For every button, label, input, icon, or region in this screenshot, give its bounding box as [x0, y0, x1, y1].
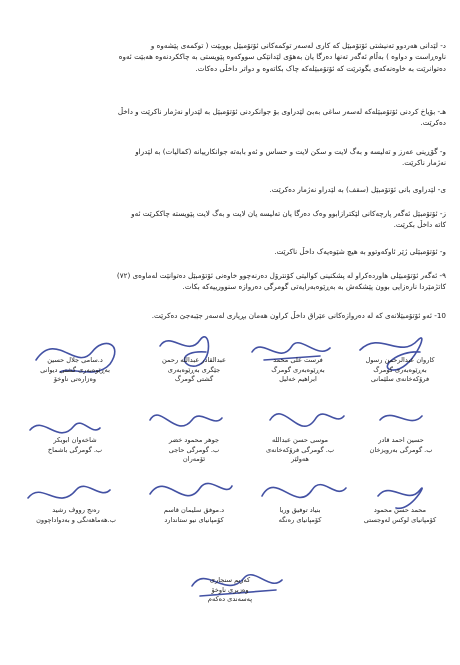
- signatory-title: کۆمپانیای نیو ستاندارد: [164, 515, 224, 524]
- text-line: ی- لێدراوی بانی ئۆتۆمبێل (سقف) بە لێدراو نەژمار دەکرێت.: [269, 185, 446, 194]
- signatory-name: د.سامی جلال حسین: [47, 356, 103, 364]
- signatory-title: ب. گومرگی حاجی: [168, 445, 220, 454]
- signatory-name: رەنج رووف رشید: [52, 506, 100, 514]
- signatory-location: وەزارەتی ناوخۆ: [53, 375, 97, 383]
- text-line: نەژمار ناکرێت.: [401, 158, 446, 168]
- signatory-name: فرست علی محمد: [273, 356, 323, 364]
- signatory-name: بنیاد توفیق وریا: [279, 506, 321, 514]
- signatory-bnyad: [250, 506, 350, 525]
- signatory-name: کەریم سنجاری: [209, 576, 251, 584]
- signatory-title: بەڕێوەبەری گومرگ: [373, 365, 427, 374]
- signatory-name: حسین احمد قادر: [378, 436, 424, 444]
- text-line: و- ئۆتۆمبێلی ژێر ئاوکەوتوو بە هیچ شێوەیەک داخڵ ناکرێت.: [274, 247, 446, 256]
- text-line: کاتژمێردا نارەزایی بوون پێشکەش بە بەڕێوەبەرایەتی گومرگی دەروازە سنوورییەکە بکات.: [182, 282, 446, 292]
- signatory-muhamad: [348, 506, 452, 525]
- signatory-husein: [352, 436, 450, 455]
- signatory-frsat: [248, 356, 348, 385]
- signatory-shakhawan: [20, 436, 130, 455]
- signatory-sami: [20, 356, 130, 385]
- signature-shakhawan: [30, 423, 100, 433]
- signatory-title: بەڕێوەبەری گشتی دیوانی: [40, 365, 110, 374]
- signatory-karwan: [350, 356, 450, 385]
- signatory-abdulqadir: [144, 356, 244, 385]
- signatory-name: موسی حسن عبدالله: [271, 436, 329, 444]
- signature-musa: [270, 414, 344, 426]
- signatory-musa: [250, 436, 350, 465]
- signatory-name: د.موفق سلیمان قاسم: [163, 506, 225, 514]
- signatory-location: هەولێر: [291, 455, 309, 463]
- signatory-location: فرۆکەخانەی سلێمانی: [370, 375, 430, 383]
- signatory-location: ئۆمەران: [182, 455, 206, 463]
- signatory-location: گشتی گومرگ: [174, 375, 214, 383]
- text-line: کاتە داخڵ بکرێت.: [393, 220, 446, 230]
- final-signatory: [175, 576, 285, 605]
- signature-renj: [28, 486, 110, 498]
- text-line: دەتوانرێت بە خاوەنەکەی بگوترێت کە ئۆتۆمبێلەکە چاک بکاتەوە و دواتر داخڵی دەکات.: [195, 63, 446, 73]
- signatory-title: ب. گومرگی باشماخ: [47, 445, 103, 454]
- signatory-name: جوهر محمود خضر: [168, 436, 220, 444]
- signatory-name: محمد حسن محمود: [373, 506, 427, 514]
- text-line: 10- ئەو ئۆتۆمبێلانەی کە لە دەروازەکانی عێراق داخڵ کراون هەمان بڕیاری لەسەر جێبەجێ دەکرێت.: [151, 311, 446, 320]
- signatory-title: ب. گومرگی بەرویزخان: [369, 445, 433, 454]
- text-line: ز- ئۆتۆمبێل ئەگەر پارچەکانی لێکترازابوو وەک دەرگا یان تەلیسە یان لایت و بەگ لایت پێویستە چاککرێت ئەو: [131, 209, 446, 218]
- text-line: د- لێدانی هەردوو تەنیشتی ئۆتۆمبێل کە کاری لەسەر توکمەکانی ئۆتۆمبێل بووبێت ( توکمەی پێشەوە و: [150, 41, 446, 50]
- signatory-name: کاروان عبدالرحمن رسول: [365, 356, 435, 364]
- signatory-name: عبدالقادر عبدالله رحمن: [162, 356, 226, 364]
- signatory-renj: [18, 506, 134, 525]
- signature-mwafaq: [150, 483, 232, 495]
- signatory-title: بەڕێوەبەری گومرگ: [271, 365, 325, 374]
- signatory-title: ب.هەماهەنگی و بەدواداچوون: [36, 515, 116, 524]
- signature-husein: [380, 415, 422, 420]
- signatory-title: کۆمپانیای لوکس لەوجستی: [363, 515, 437, 524]
- signatory-mwafaq: [142, 506, 246, 525]
- approval-note: پەسەندی دەکەم: [207, 595, 253, 603]
- text-line: دەکرێت.: [420, 118, 446, 128]
- signatory-title: ب. گومرگی فرۆکەخانەی: [265, 445, 335, 454]
- text-line: ٩- ئەگەر ئۆتۆمبێلی هاوردەکراو لە پشکنینی کوالیتی کۆنترۆل دەرنەچوو خاوەنی ئۆتۆمبێل دەتوانێت لەماوەی (٧٢): [116, 271, 446, 280]
- signature-jwhar: [150, 415, 222, 426]
- signatory-jwhar: [144, 436, 244, 465]
- signature-bnyad: [262, 485, 346, 498]
- text-line: و- گۆڕینی عەرز و تەلیسە و بەگ لایت و سکن لایت و حساس و ئەو بابەتە جوانکارییانە (کمالیات) بە لێدراو: [135, 147, 446, 156]
- signatory-title: کۆمپانیای رەنگە: [278, 515, 322, 524]
- signatory-title: جێگری بەڕێوەبەری: [167, 365, 221, 374]
- signatory-name: شاخەوان ابوبکر: [53, 436, 97, 444]
- signatory-location: ابراهیم خەلیل: [279, 375, 317, 383]
- signatory-title: وەزیری ناوخۆ: [211, 585, 249, 594]
- text-line: ناوەڕاست و دواوە ) بەڵام ئەگەر تەنها دەرگا یان بەهۆی لێدانێکی سووکەوە پێویستی بە چاککردنەوە هەبێت ئەوە: [118, 52, 446, 62]
- text-line: هـ- بۆیاخ کردنی ئۆتۆمبێلەکە لەسەر ساغی بەبێ لێدراوی بۆ جوانکردنی ئۆتۆمبێل بە لێدراو نەژمار ناکرێت و داخڵ: [117, 107, 446, 116]
